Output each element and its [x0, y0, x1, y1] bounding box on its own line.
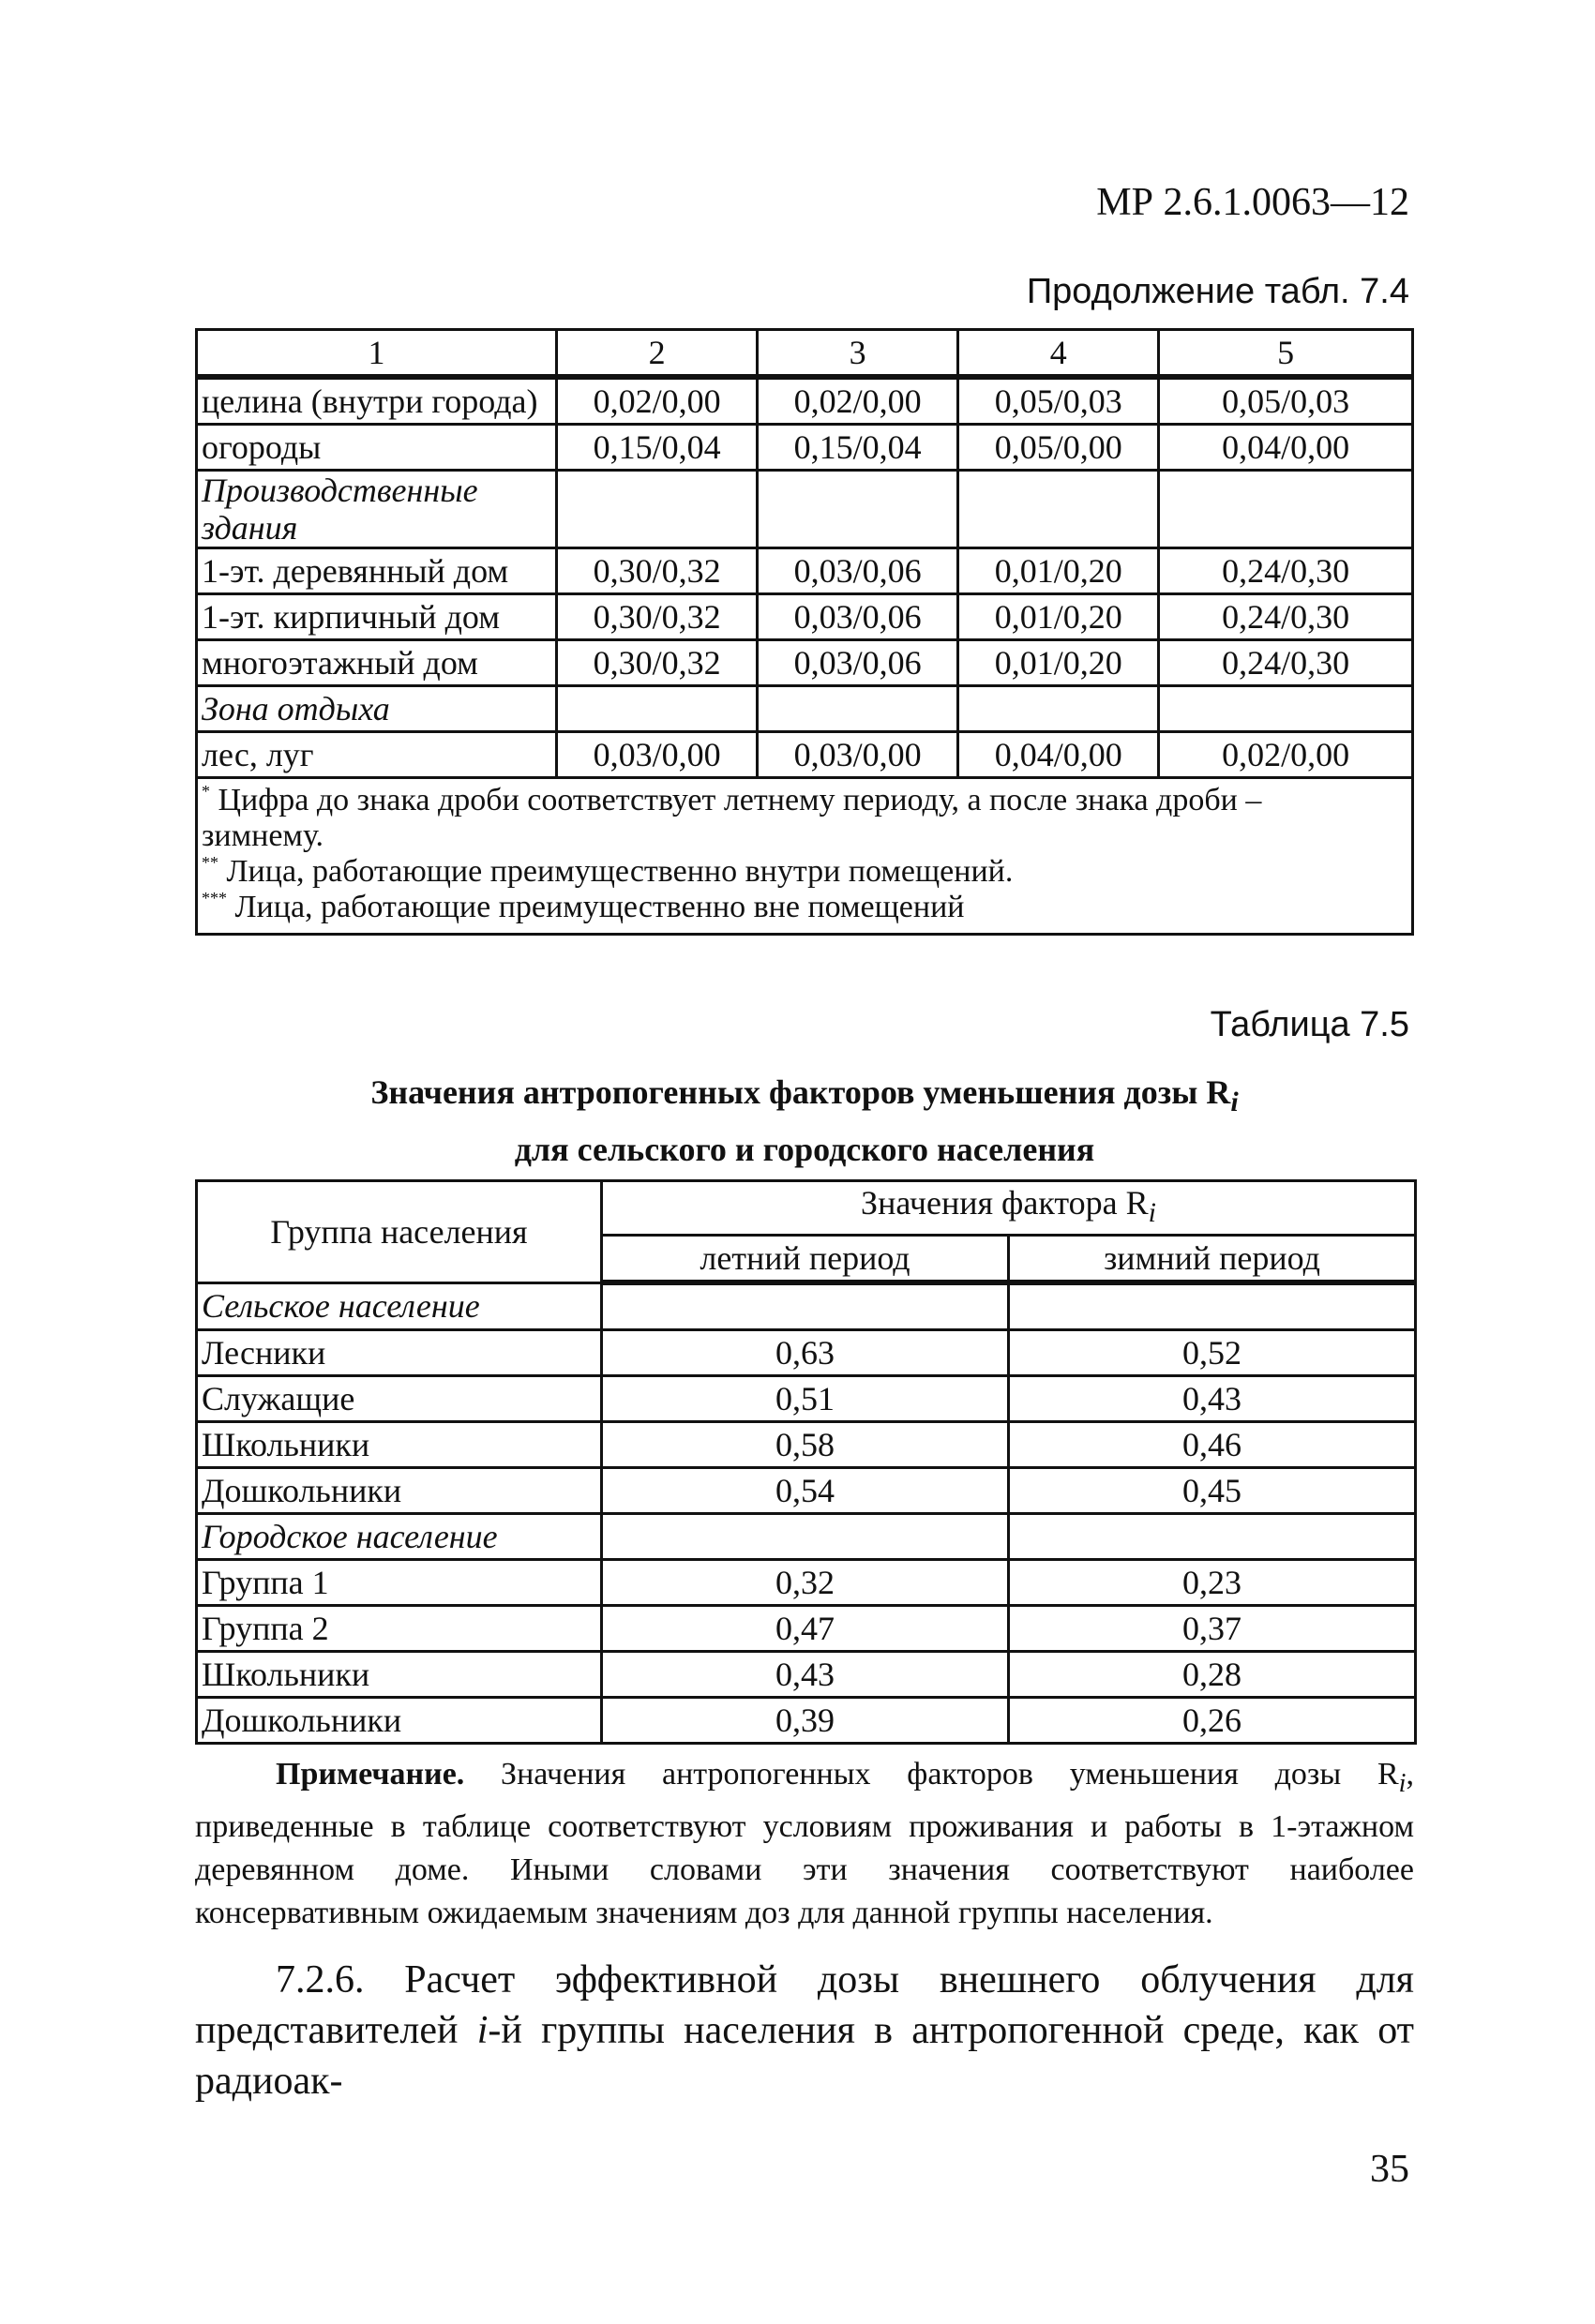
footnote-line — [202, 854, 1407, 890]
table-cell: 0,05/0,00 — [958, 425, 1159, 471]
header-group: Группа населения — [197, 1181, 602, 1283]
column-header: 3 — [758, 330, 958, 378]
header-factor: Значения фактора $R_i$ — [602, 1181, 1416, 1236]
table-cell: 0,03/0,00 — [758, 732, 958, 778]
footnote-mark: ** — [202, 853, 218, 872]
table-cell: 0,15/0,04 — [758, 425, 958, 471]
document-code: МР 2.6.1.0063—12 — [1096, 181, 1409, 224]
table-cell: 0,02/0,00 — [557, 377, 758, 425]
table-row — [197, 594, 1413, 640]
table-continuation-label: Продолжение табл. 7.4 — [1026, 272, 1409, 311]
table-row — [197, 1376, 1416, 1422]
footnote-text: Цифра до знака дроби соответствует летнему периоду, а после знака дроби – — [218, 783, 1262, 817]
footnotes — [197, 778, 1413, 935]
winter-value: 0,23 — [1009, 1560, 1416, 1606]
summer-value: 0,43 — [602, 1652, 1009, 1698]
table-cell: 0,02/0,00 — [758, 377, 958, 425]
table-row — [197, 1468, 1416, 1514]
footnote-text: Лица, работающие преимущественно вне помещений — [234, 890, 965, 924]
row-label: лес, луг — [197, 732, 557, 778]
group-name: Группа 1 — [197, 1560, 602, 1606]
winter-value: 0,43 — [1009, 1376, 1416, 1422]
table-row — [197, 425, 1413, 471]
header-winter: зимний период — [1009, 1236, 1416, 1283]
footnote-mark: * — [202, 782, 210, 801]
winter-value: 0,45 — [1009, 1468, 1416, 1514]
summer-value: 0,54 — [602, 1468, 1009, 1514]
empty-cell — [958, 471, 1159, 548]
table-row — [197, 1606, 1416, 1652]
table-cell: 0,30/0,32 — [557, 548, 758, 594]
summer-value: 0,63 — [602, 1330, 1009, 1376]
empty-cell — [1009, 1514, 1416, 1560]
group-name: Лесники — [197, 1330, 602, 1376]
empty-cell — [758, 686, 958, 732]
table-cell: 0,15/0,04 — [557, 425, 758, 471]
footnote-line — [202, 783, 1407, 818]
table-cell: 0,01/0,20 — [958, 594, 1159, 640]
body-paragraph: 7.2.6. Расчет эффективной дозы внешнего облучения для представителей i-й группы населения в антропогенной среде, как от радиоак- — [195, 1958, 1414, 2103]
table-cell: 0,05/0,03 — [958, 377, 1159, 425]
section-row — [197, 1514, 1416, 1560]
section-label: Сельское население — [197, 1282, 602, 1330]
table-7-5-label: Таблица 7.5 — [1210, 1005, 1409, 1044]
column-header: 2 — [557, 330, 758, 378]
row-label: 1-эт. кирпичный дом — [197, 594, 557, 640]
footnote-row — [197, 778, 1413, 935]
note: Примечание. Значения антропогенных факторов уменьшения дозы $R_i$, приведенные в таблице соответствуют условиям проживания и работы в 1-этажном деревянном доме. Иными словами эти значения соответствуют наиболее консервативным ожидаемым значениям доз для данной группы населения. — [195, 1757, 1414, 1930]
table-row — [197, 548, 1413, 594]
empty-cell — [602, 1514, 1009, 1560]
empty-cell — [958, 686, 1159, 732]
group-name: Служащие — [197, 1376, 602, 1422]
table-row — [197, 732, 1413, 778]
table-cell: 0,03/0,06 — [758, 640, 958, 686]
table-row — [197, 1698, 1416, 1744]
group-name: Школьники — [197, 1422, 602, 1468]
table-cell: 0,24/0,30 — [1159, 640, 1413, 686]
footnote-mark: *** — [202, 889, 227, 907]
table-row — [197, 1422, 1416, 1468]
section-row — [197, 686, 1413, 732]
section-label: Зона отдыха — [197, 686, 557, 732]
group-name: Дошкольники — [197, 1468, 602, 1514]
winter-value: 0,37 — [1009, 1606, 1416, 1652]
table-cell: 0,01/0,20 — [958, 640, 1159, 686]
row-label: огороды — [197, 425, 557, 471]
footnote-line — [202, 890, 1407, 925]
section-row — [197, 471, 1413, 548]
table-header-row — [197, 330, 1413, 378]
table-cell: 0,24/0,30 — [1159, 548, 1413, 594]
footnote-text: зимнему. — [202, 818, 324, 853]
summer-value: 0,47 — [602, 1606, 1009, 1652]
empty-cell — [758, 471, 958, 548]
section-label: Производственные здания — [197, 471, 557, 548]
group-name: Школьники — [197, 1652, 602, 1698]
empty-cell — [1159, 471, 1413, 548]
table-cell: 0,24/0,30 — [1159, 594, 1413, 640]
summer-value: 0,39 — [602, 1698, 1009, 1744]
table-7-5 — [195, 1179, 1417, 1745]
winter-value: 0,52 — [1009, 1330, 1416, 1376]
table-row — [197, 640, 1413, 686]
table-cell: 0,05/0,03 — [1159, 377, 1413, 425]
empty-cell — [602, 1282, 1009, 1330]
column-header: 4 — [958, 330, 1159, 378]
empty-cell — [1009, 1282, 1416, 1330]
section-label: Городское население — [197, 1514, 602, 1560]
column-header: 1 — [197, 330, 557, 378]
table-row — [197, 1330, 1416, 1376]
footnote-text: Лица, работающие преимущественно внутри помещений. — [226, 854, 1014, 889]
table-row — [197, 1652, 1416, 1698]
page-number: 35 — [1370, 2148, 1409, 2191]
summer-value: 0,32 — [602, 1560, 1009, 1606]
winter-value: 0,46 — [1009, 1422, 1416, 1468]
table-cell: 0,04/0,00 — [1159, 425, 1413, 471]
group-name: Группа 2 — [197, 1606, 602, 1652]
table-cell: 0,01/0,20 — [958, 548, 1159, 594]
summer-value: 0,58 — [602, 1422, 1009, 1468]
empty-cell — [1159, 686, 1413, 732]
row-label: многоэтажный дом — [197, 640, 557, 686]
table-7-5-title: Значения антропогенных факторов уменьшения дозы $R_i$ для сельского и городского населения — [370, 1073, 1239, 1169]
group-name: Дошкольники — [197, 1698, 602, 1744]
header-summer: летний период — [602, 1236, 1009, 1283]
empty-cell — [557, 686, 758, 732]
table-cell: 0,30/0,32 — [557, 640, 758, 686]
table-row — [197, 377, 1413, 425]
row-label: 1-эт. деревянный дом — [197, 548, 557, 594]
table-cell: 0,03/0,00 — [557, 732, 758, 778]
table-cell: 0,03/0,06 — [758, 594, 958, 640]
table-row — [197, 1560, 1416, 1606]
column-header: 5 — [1159, 330, 1413, 378]
empty-cell — [557, 471, 758, 548]
section-row — [197, 1282, 1416, 1330]
table-7-4 — [195, 328, 1414, 936]
winter-value: 0,26 — [1009, 1698, 1416, 1744]
summer-value: 0,51 — [602, 1376, 1009, 1422]
table-cell: 0,30/0,32 — [557, 594, 758, 640]
table-cell: 0,02/0,00 — [1159, 732, 1413, 778]
table-cell: 0,03/0,06 — [758, 548, 958, 594]
table-cell: 0,04/0,00 — [958, 732, 1159, 778]
winter-value: 0,28 — [1009, 1652, 1416, 1698]
row-label: целина (внутри города) — [197, 377, 557, 425]
footnote-line — [202, 818, 1407, 854]
